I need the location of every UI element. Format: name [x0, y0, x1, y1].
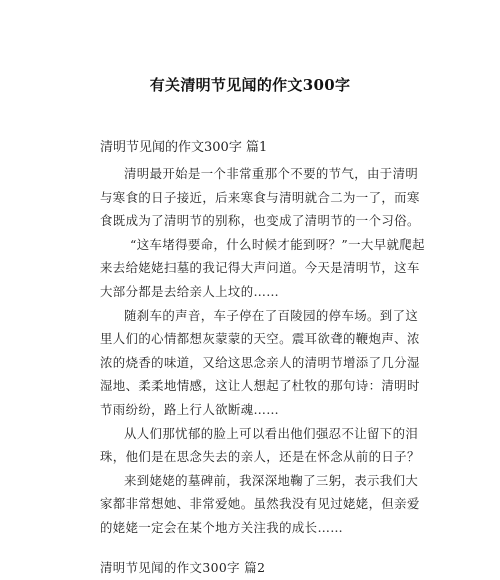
paragraph: “这车堵得要命，什么时候才能到呀？”一大早就爬起来去给姥姥扫墓的我记得大声问道。今天是清明节，这车大部分都是去给亲人上坟的……	[100, 236, 425, 299]
next-section-heading: 清明节见闻的作文300字 篇2	[100, 560, 266, 575]
section-heading: 清明节见闻的作文300字 篇1	[100, 140, 268, 155]
essay-body	[100, 162, 430, 540]
paragraph: 随刹车的声音，车子停在了百陵园的停车场。到了这里人们的心情都想灰蒙蒙的天空。震耳欲聋的鞭炮声、浓浓的烧香的味道，又给这思念亲人的清明节增添了几分湿湿地、柔柔地情感，这让人想起了杜牧的那句诗：清明时节雨纷纷，路上行人欲断魂……	[100, 307, 420, 417]
paragraph: 来到姥姥的墓碑前，我深深地鞠了三躬，表示我们大家都非常想她、非常爱她。虽然我没有见过姥姥，但亲爱的姥姥一定会在某个地方关注我的成长……	[100, 472, 420, 535]
page-title: 有关清明节见闻的作文300字	[149, 76, 351, 94]
paragraph: 从人们那忧郁的脸上可以看出他们强忍不让留下的泪珠，他们是在思念失去的亲人，还是在怀念从前的日子？	[100, 425, 420, 465]
paragraph: 清明最开始是一个非常重那个不要的节气，由于清明与寒食的日子接近，后来寒食与清明就合二为一了，而寒食既成为了清明节的别称，也变成了清明节的一个习俗。	[100, 166, 420, 229]
